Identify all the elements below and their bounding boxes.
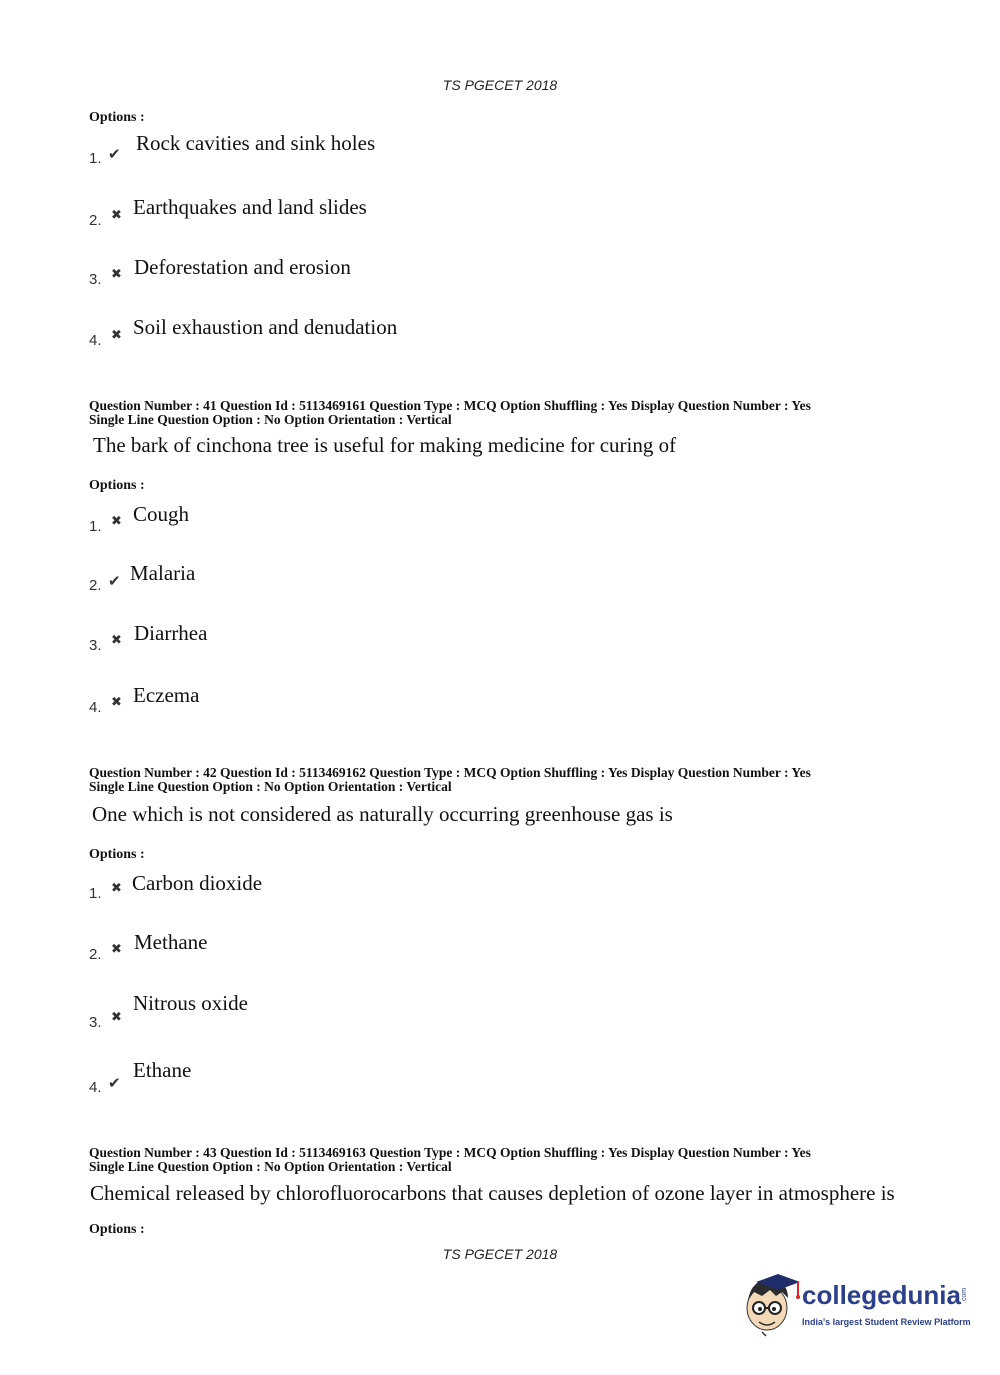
option-text: Cough: [133, 502, 190, 526]
question-text: The bark of cinchona tree is useful for making medicine for curing of: [93, 433, 677, 457]
collegedunia-logo: [742, 1270, 972, 1340]
options-label: Options :: [89, 1222, 145, 1237]
mascot-icon: [742, 1270, 802, 1340]
question-text: Chemical released by chlorofluorocarbons that causes depletion of ozone layer in atmosphere is: [90, 1181, 895, 1205]
option-number: 2.: [89, 577, 102, 594]
option-number: 2.: [89, 212, 102, 229]
options-label: Options :: [89, 110, 145, 125]
option-text: Ethane: [133, 1058, 192, 1082]
question-text: One which is not considered as naturally occurring greenhouse gas is: [92, 802, 673, 826]
option-number: 4.: [89, 1079, 102, 1096]
cross-icon: ✖: [111, 267, 122, 282]
check-icon: ✔: [108, 145, 121, 163]
option-text: Eczema: [133, 683, 200, 707]
cross-icon: ✖: [111, 1010, 122, 1025]
cross-icon: ✖: [111, 514, 122, 529]
logo-tagline: India's largest Student Review Platform: [802, 1317, 971, 1327]
question-meta: Single Line Question Option : No Option Orientation : Vertical: [89, 779, 452, 794]
option-number: 4.: [89, 699, 102, 716]
logo-com: .com: [961, 1287, 969, 1304]
page-header: TS PGECET 2018: [442, 77, 558, 93]
cross-icon: ✖: [111, 695, 122, 710]
options-label: Options :: [89, 478, 145, 493]
option-number: 3.: [89, 637, 102, 654]
cross-icon: ✖: [111, 328, 122, 343]
option-number: 4.: [89, 332, 102, 349]
option-text: Deforestation and erosion: [134, 255, 351, 279]
logo-wordmark: collegedunia: [802, 1280, 961, 1310]
option-number: 3.: [89, 1014, 102, 1031]
option-number: 1.: [89, 150, 102, 167]
option-text: Carbon dioxide: [132, 871, 263, 895]
check-icon: ✔: [108, 1074, 121, 1092]
cross-icon: ✖: [111, 942, 122, 957]
option-text: Methane: [134, 930, 208, 954]
option-text: Nitrous oxide: [133, 991, 248, 1015]
question-meta: Question Number : 42 Question Id : 5113469162 Question Type : MCQ Option Shuffling : Yes Display Question Number : Yes: [89, 765, 811, 780]
option-text: Rock cavities and sink holes: [136, 131, 376, 155]
option-number: 1.: [89, 885, 102, 902]
question-meta: Single Line Question Option : No Option Orientation : Vertical: [89, 1159, 452, 1174]
cross-icon: ✖: [111, 208, 122, 223]
option-text: Soil exhaustion and denudation: [133, 315, 398, 339]
options-label: Options :: [89, 847, 145, 862]
option-text: Earthquakes and land slides: [133, 195, 367, 219]
question-meta: Question Number : 43 Question Id : 5113469163 Question Type : MCQ Option Shuffling : Yes Display Question Number : Yes: [89, 1145, 811, 1160]
option-number: 1.: [89, 518, 102, 535]
cross-icon: ✖: [111, 633, 122, 648]
check-icon: ✔: [108, 572, 121, 590]
option-number: 2.: [89, 946, 102, 963]
page-footer-title: TS PGECET 2018: [442, 1246, 558, 1262]
option-text: Diarrhea: [134, 621, 208, 645]
option-text: Malaria: [130, 561, 196, 585]
question-meta: Single Line Question Option : No Option Orientation : Vertical: [89, 412, 452, 427]
cross-icon: ✖: [111, 881, 122, 896]
question-meta: Question Number : 41 Question Id : 5113469161 Question Type : MCQ Option Shuffling : Yes Display Question Number : Yes: [89, 398, 811, 413]
option-number: 3.: [89, 271, 102, 288]
